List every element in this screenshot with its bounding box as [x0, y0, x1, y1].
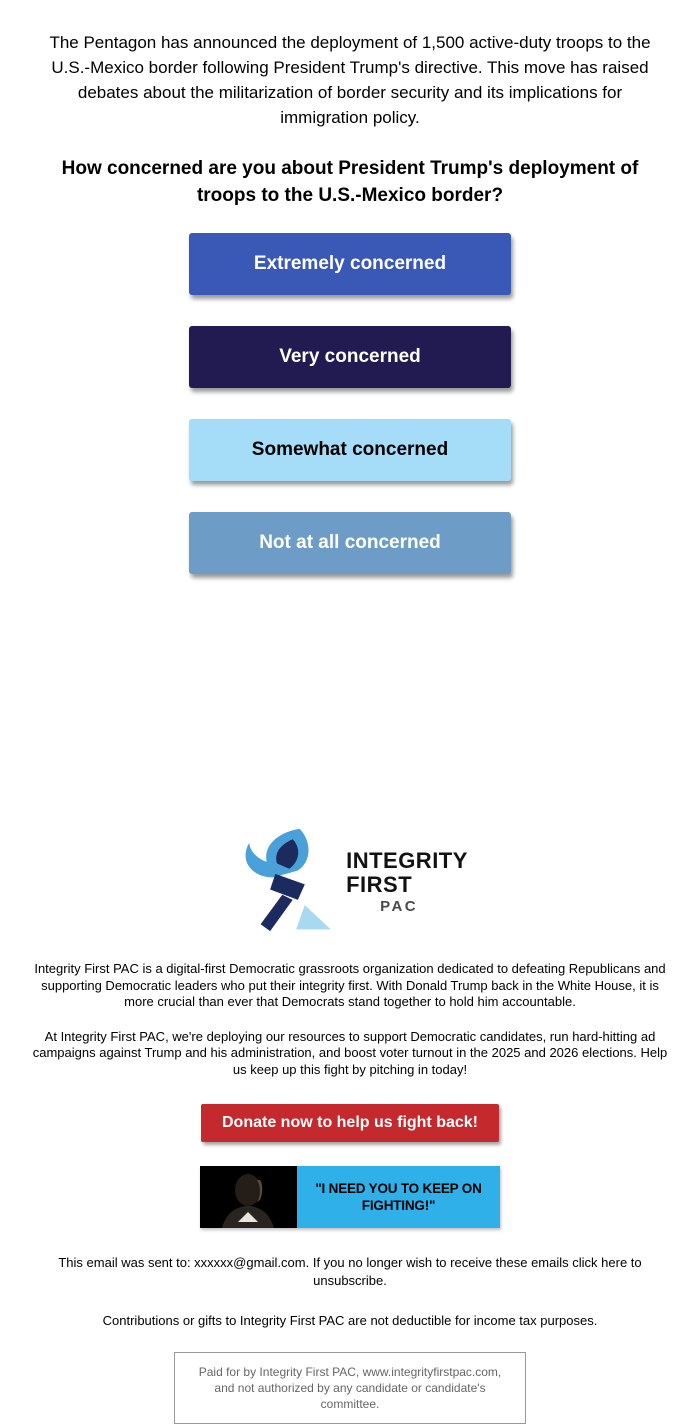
integrity-first-pac-logo: [0, 817, 700, 947]
spacer: [0, 605, 700, 817]
option-extremely-concerned[interactable]: Extremely concerned: [189, 233, 511, 295]
option-somewhat-concerned[interactable]: Somewhat concerned: [189, 419, 511, 481]
about-paragraph-1: Integrity First PAC is a digital-first Democratic grassroots organization dedicated to defeating Republicans and supporting Democratic leaders who put their integrity first. With Donald Trump back in the White House, it is more crucial than ever that Democrats stand together to hold him accountable.: [34, 961, 666, 1009]
obama-photo: [200, 1166, 297, 1228]
option-very-concerned[interactable]: Very concerned: [189, 326, 511, 388]
torch-icon: [232, 823, 336, 942]
banner-quote: [297, 1166, 500, 1228]
donate-button[interactable]: Donate now to help us fight back!: [201, 1104, 499, 1142]
footer-contributions: Contributions or gifts to Integrity First PAC are not deductible for income tax purposes.: [102, 1313, 598, 1328]
unsubscribe-link[interactable]: here to unsubscribe.: [313, 1255, 642, 1288]
campaign-banner[interactable]: [200, 1166, 500, 1228]
option-not-at-all-concerned[interactable]: Not at all concerned: [189, 512, 511, 574]
survey-question: How concerned are you about President Trump's deployment of troops to the U.S.-Mexico border?: [61, 158, 639, 206]
banner-quote-line-2: FIGHTING!": [361, 1198, 436, 1213]
about-paragraph-2: At Integrity First PAC, we're deploying our resources to support Democratic candidates, run hard-hitting ad campaigns against Trump and his administration, and boost voter turnout in the 2025 and 2026 elections. Help us keep up this fight by pitching in today!: [32, 1028, 668, 1077]
paid-for-disclaimer: Paid for by Integrity First PAC, www.integrityfirstpac.com, and not authorized by any candidate or candidate's committee.: [174, 1352, 526, 1424]
logo-word-first: FIRST: [346, 871, 413, 897]
logo-wordmark: [346, 849, 468, 915]
intro-paragraph: The Pentagon has announced the deployment of 1,500 active-duty troops to the U.S.-Mexico border following President Trump's directive. This move has raised debates about the militarization of border security and its implications for immigration policy.: [49, 33, 651, 127]
logo-word-integrity: INTEGRITY: [346, 848, 468, 874]
survey-options: [0, 233, 700, 574]
banner-quote-line-1: "I NEED YOU TO KEEP ON: [315, 1181, 482, 1196]
sent-to-text: This email was sent to: xxxxxx@gmail.com. If you no longer wish to receive these emails click: [58, 1255, 602, 1270]
footer-sent-to: [30, 1254, 670, 1290]
logo-word-pac: PAC: [380, 897, 419, 915]
